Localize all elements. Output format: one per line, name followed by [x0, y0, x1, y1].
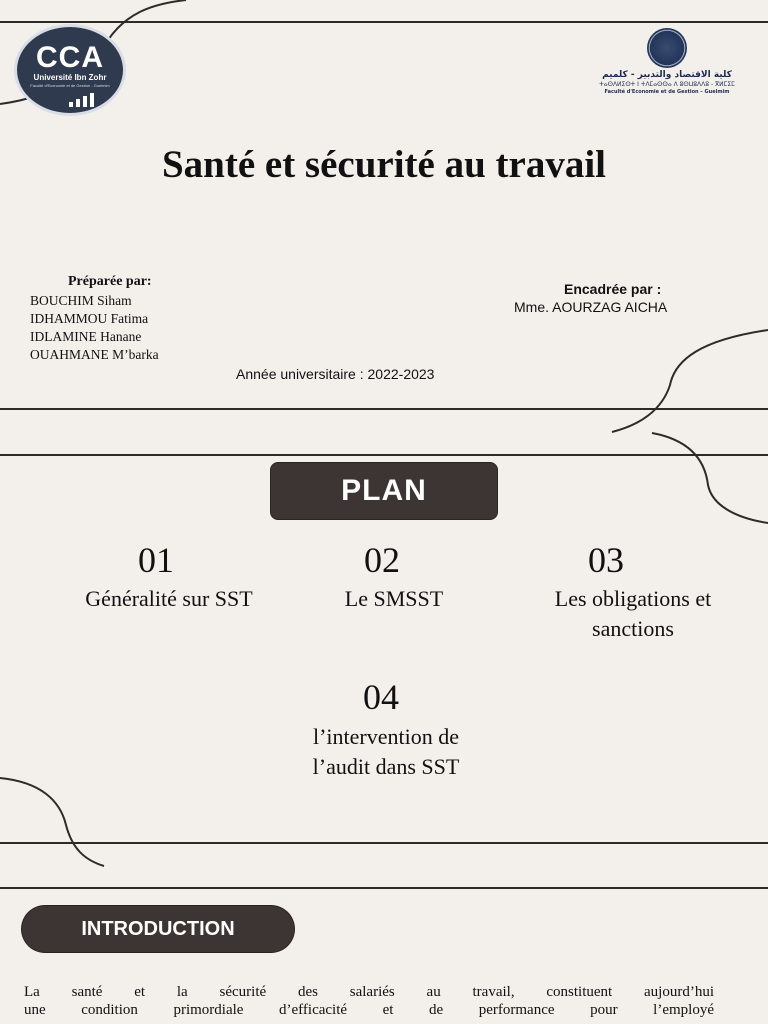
divider-cover-bottom: [0, 408, 768, 410]
plan-item-label: [38, 584, 300, 614]
plan-item-line: Les obligations et: [554, 586, 712, 611]
faculty-name-french: Faculté d'Economie et de Gestion – Guelmim: [604, 89, 730, 95]
prepared-by-label: Préparée par:: [68, 274, 152, 289]
student-names: [30, 292, 159, 364]
plan-item-label: [518, 584, 748, 644]
page-title: Santé et sécurité au travail: [161, 143, 607, 186]
plan-item-number: 02: [364, 540, 400, 580]
student-name: BOUCHIM Siham: [30, 293, 132, 308]
faculty-logo: [598, 28, 736, 102]
cca-logo-text: CCA: [36, 41, 104, 74]
cca-logo-tagline: Faculté d'Economie et de Gestion - Guelmim: [30, 83, 110, 88]
supervised-by-label: Encadrée par :: [564, 281, 662, 297]
plan-item-number: 03: [588, 540, 624, 580]
divider-plan-bottom: [0, 842, 768, 844]
plan-item-label: [294, 584, 494, 614]
plan-item-label: [266, 722, 506, 782]
plan-item-number: 01: [138, 540, 174, 580]
divider-intro-top: [0, 887, 768, 889]
cca-university-logo: [14, 24, 126, 116]
student-name: IDHAMMOU Fatima: [30, 311, 149, 326]
supervisor-name: Mme. AOURZAG AICHA: [514, 299, 668, 315]
plan-item-line: Généralité sur SST: [85, 586, 253, 611]
plan-item-line: l’intervention de: [312, 724, 459, 749]
plan-item-line: Le SMSST: [344, 586, 444, 611]
student-name: IDLAMINE Hanane: [30, 329, 142, 344]
paragraph-line: une condition primordiale d’efficacité et de performance pour l’employé: [24, 1002, 714, 1018]
divider-top: [0, 21, 768, 23]
cca-logo-subtitle: Université Ibn Zohr: [33, 73, 107, 82]
student-name: OUAHMANE M’barka: [30, 347, 159, 362]
plan-item-number: 04: [363, 677, 399, 717]
academic-year: Année universitaire : 2022-2023: [236, 366, 435, 382]
faculty-name-tifinagh: ⵜⴰⵙⴷⵍⵉⵙⵜ ⵏ ⵜⴷⵎⴰⵙⵙⴰ ⴷ ⵓⵙⵡⵓⴷⴷⵓ - ⴳⵍⵎⵉⵎ: [599, 81, 735, 88]
plan-item-line: sanctions: [592, 616, 674, 641]
faculty-name-arabic: كلية الاقتصاد والتدبير - كلميم: [602, 70, 732, 80]
paragraph-line: La santé et la sécurité des salariés au travail, constituent aujourd’hui: [24, 984, 714, 1000]
plan-heading: PLAN: [271, 463, 497, 519]
faculty-seal-icon: [647, 28, 687, 68]
bar-chart-icon: [67, 93, 101, 107]
introduction-paragraph: [24, 983, 714, 1019]
plan-item-line: l’audit dans SST: [312, 754, 460, 779]
divider-plan-top: [0, 454, 768, 456]
introduction-heading: INTRODUCTION: [22, 906, 294, 952]
